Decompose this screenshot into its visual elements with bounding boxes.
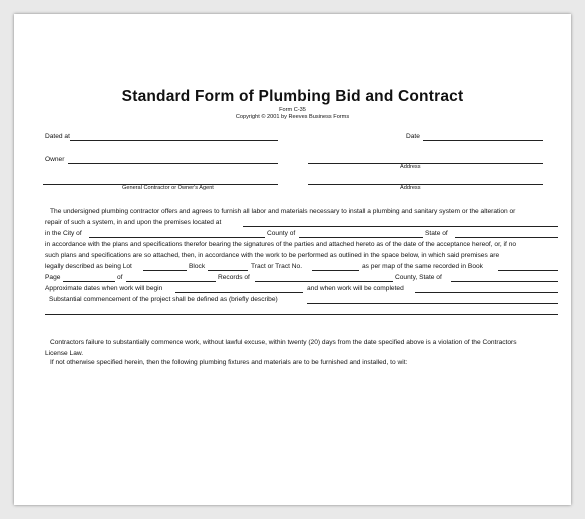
premises-row (45, 219, 560, 228)
of-field[interactable] (126, 281, 216, 282)
date-label: Date (406, 133, 420, 140)
city-label: in the City of (45, 230, 82, 237)
premises-field[interactable] (243, 226, 558, 227)
form-number: Form C-35 (279, 107, 306, 113)
dated-at-label: Dated at (45, 133, 70, 140)
completed-label: and when work will be completed (307, 285, 404, 292)
state-label: State of (425, 230, 448, 237)
owner-label: Owner (45, 156, 65, 163)
city-row (45, 230, 560, 239)
of-label: of (117, 274, 123, 281)
page-row (45, 274, 560, 283)
page-field[interactable] (63, 281, 115, 282)
date-field[interactable] (423, 140, 543, 141)
form-page (14, 14, 571, 505)
dates-row (45, 285, 560, 294)
owner-address-field[interactable] (308, 163, 543, 164)
dated-at-field[interactable] (70, 140, 278, 141)
body-line: License Law. (45, 350, 84, 357)
county-label: County of (267, 230, 296, 237)
city-field[interactable] (89, 237, 265, 238)
tract-label: Tract or Tract No. (251, 263, 303, 270)
page-label: Page (45, 274, 61, 281)
body-line: such plans and specifications are so attached, then, in accordance with the work to be performed as outlined in the space below, in which said premises are (45, 252, 500, 259)
commencement-field-2[interactable] (45, 314, 558, 315)
county-state-label: County, State of (395, 274, 442, 281)
owner-address-caption: Address (400, 164, 421, 170)
body-line: Contractors failure to substantially commence work, without lawful excuse, within twenty (20) days from the date specified above is a violation of the Contractors (50, 339, 517, 346)
block-label: Block (189, 263, 206, 270)
copyright-line: Copyright © 2001 by Reeves Business Forms (235, 114, 350, 120)
county-state-field[interactable] (451, 281, 558, 282)
body-line: repair of such a system, in and upon the premises located at (45, 219, 222, 226)
begin-label: Approximate dates when work will begin (45, 285, 163, 292)
block-field[interactable] (208, 270, 248, 271)
body-line: in accordance with the plans and specifications therefor bearing the signatures of the parties and attached hereto as of the date of the acceptance hereof, or, if no (45, 241, 517, 248)
form-title: Standard Form of Plumbing Bid and Contract (121, 88, 464, 105)
lot-field[interactable] (143, 270, 187, 271)
owner-field[interactable] (68, 163, 278, 164)
gc-address-field[interactable] (308, 184, 543, 185)
gc-agent-caption: General Contractor or Owner's Agent (122, 185, 214, 191)
book-field[interactable] (498, 270, 558, 271)
body-line: The undersigned plumbing contractor offers and agrees to furnish all labor and materials necessary to install a plumbing and sanitary system or the alteration or (50, 208, 516, 215)
tract-field[interactable] (312, 270, 359, 271)
records-label: Records of (218, 274, 250, 281)
commencement-row (45, 296, 560, 305)
lot-row (45, 263, 560, 272)
book-label: as per map of the same recorded in Book (362, 263, 483, 270)
commencement-field[interactable] (307, 303, 558, 304)
state-field[interactable] (455, 237, 558, 238)
county-field[interactable] (299, 237, 423, 238)
lot-label: legally described as being Lot (45, 263, 132, 270)
gc-address-caption: Address (400, 185, 421, 191)
commencement-label: Substantial commencement of the project shall be defined as (briefly describe) (49, 296, 278, 303)
records-field[interactable] (255, 281, 393, 282)
body-line: If not otherwise specified herein, then the following plumbing fixtures and materials are to be furnished and installed, to wit: (50, 359, 408, 366)
begin-field[interactable] (175, 292, 303, 293)
completed-field[interactable] (415, 292, 558, 293)
